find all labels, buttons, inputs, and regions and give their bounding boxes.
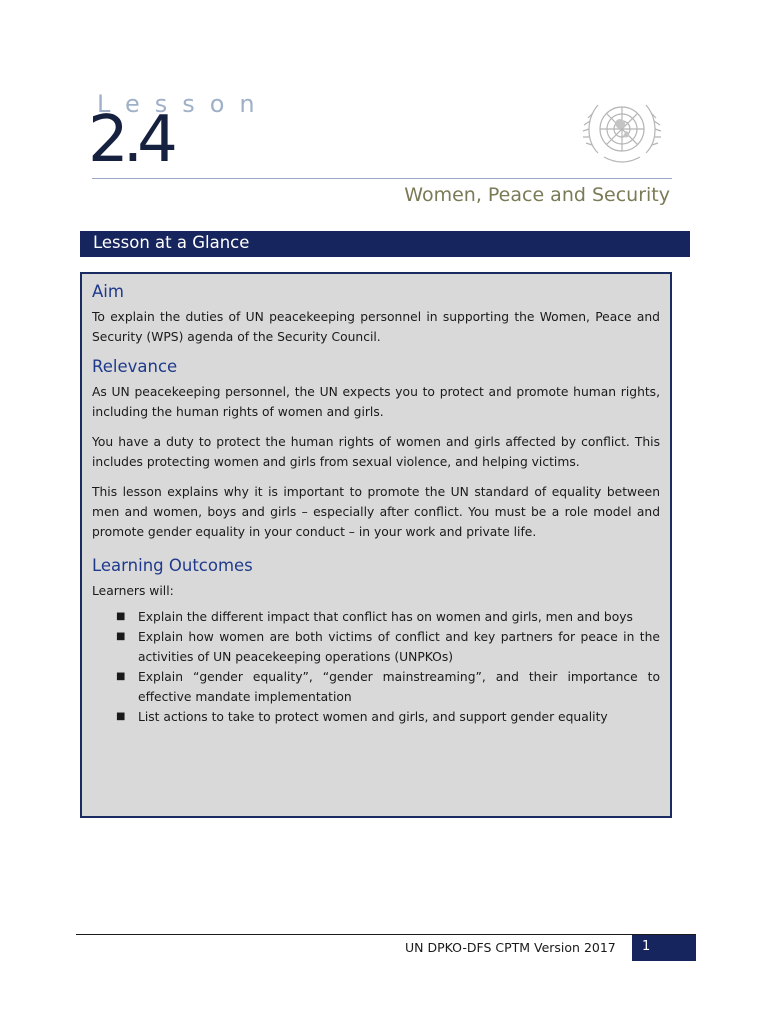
bullet-icon: ■ bbox=[116, 631, 126, 642]
aim-text: To explain the duties of UN peacekeeping personnel in supporting the Women, Peace and Security (WPS) agenda of the Security Council. bbox=[92, 310, 660, 344]
outcome-text: Explain how women are both victims of conflict and key partners for peace in the activities of UN peacekeeping operations (UNPKOs) bbox=[138, 630, 660, 664]
bullet-icon: ■ bbox=[116, 611, 126, 622]
un-emblem-icon bbox=[578, 93, 666, 173]
list-item bbox=[116, 607, 660, 627]
page-number: 1 bbox=[632, 935, 696, 961]
lesson-title: Women, Peace and Security bbox=[404, 184, 670, 206]
outcomes-intro: Learners will: bbox=[92, 584, 174, 598]
relevance-paragraph: As UN peacekeeping personnel, the UN expects you to protect and promote human rights, including the human rights of women and girls. bbox=[92, 385, 660, 419]
aim-heading: Aim bbox=[92, 282, 124, 301]
glance-bar: Lesson at a Glance bbox=[80, 231, 690, 257]
list-item bbox=[116, 707, 660, 727]
bullet-icon: ■ bbox=[116, 711, 126, 722]
outcomes-list bbox=[92, 607, 660, 727]
relevance-paragraph: This lesson explains why it is important to promote the UN standard of equality between men and women, boys and girls – especially after conflict. You must be a role model and promote gender equality in your conduct – in your work and private life. bbox=[92, 485, 660, 539]
relevance-heading: Relevance bbox=[92, 357, 178, 376]
lesson-number: 2.4 bbox=[88, 103, 172, 177]
bullet-icon: ■ bbox=[116, 671, 126, 682]
glance-box bbox=[80, 272, 672, 818]
outcome-text: Explain the different impact that conflict has on women and girls, men and boys bbox=[138, 610, 633, 624]
footer-text: UN DPKO-DFS CPTM Version 2017 bbox=[405, 940, 616, 955]
header-rule bbox=[92, 178, 672, 179]
outcome-text: List actions to take to protect women and girls, and support gender equality bbox=[138, 710, 608, 724]
lesson-word: Lesson bbox=[97, 90, 270, 118]
list-item bbox=[116, 627, 660, 667]
outcome-text: Explain “gender equality”, “gender mainstreaming”, and their importance to effective mandate implementation bbox=[138, 670, 660, 704]
list-item bbox=[116, 667, 660, 707]
relevance-paragraph: You have a duty to protect the human rights of women and girls affected by conflict. This includes protecting women and girls from sexual violence, and helping victims. bbox=[92, 435, 660, 469]
outcomes-heading: Learning Outcomes bbox=[92, 556, 253, 575]
footer-rule bbox=[76, 934, 696, 935]
